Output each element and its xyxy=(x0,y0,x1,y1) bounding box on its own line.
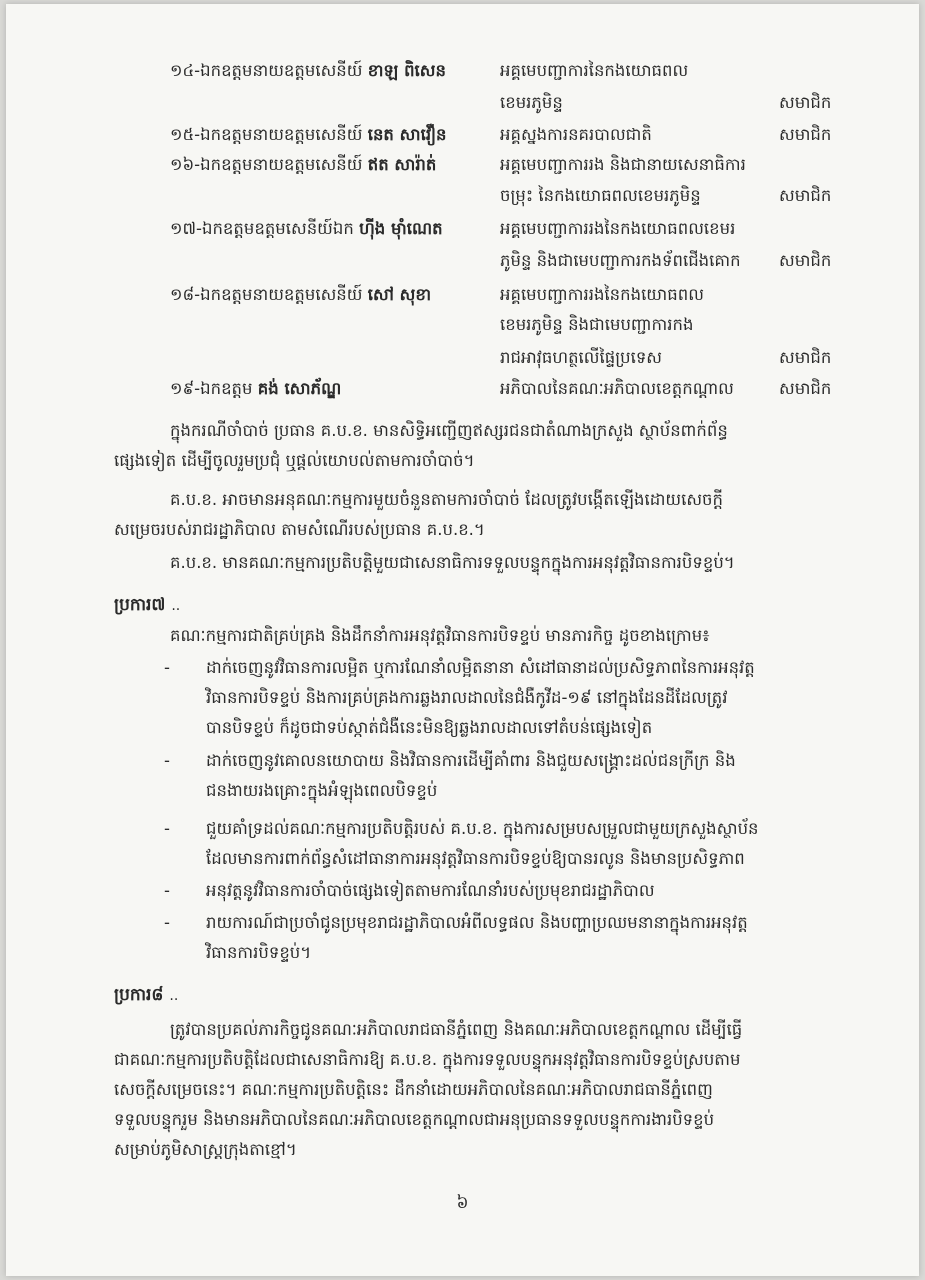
member-position: ខេមរភូមិន្ទ xyxy=(500,93,563,112)
member-name: ១៧-ឯកឧត្តមឧត្តមសេនីយ៍ឯក ហ៊ីង ម៉ាំណេត xyxy=(170,219,443,238)
member-position: អគ្គមេបញ្ជាការរង និងជានាយសេនាធិការ xyxy=(500,155,746,174)
member-row xyxy=(6,374,919,404)
member-position: ខេមរភូមិន្ទ និងជាមេបញ្ជាការកង xyxy=(500,315,694,334)
member-position: អគ្គមេបញ្ជាការនៃកងយោធពល xyxy=(500,61,689,80)
bullet-dash-icon: - xyxy=(164,913,170,932)
member-name: ១៨-ឯកឧត្តមនាយឧត្តមសេនីយ៍ សៅ សុខា xyxy=(170,285,432,304)
member-name: ១៦-ឯកឧត្តមនាយឧត្តមសេនីយ៍ ឥត សារ៉ាត់ xyxy=(170,155,437,174)
member-position: ចម្រុះ នៃកងយោធពលខេមរភូមិន្ទ xyxy=(500,186,701,205)
member-position: អគ្គស្នងការនគរបាលជាតិ xyxy=(500,125,652,144)
paragraph-invite-experts: ក្នុងករណីចាំបាច់ ប្រធាន គ.ប.ខ. មានសិទ្ធិអញ្ជើញឥស្សរជនជាតំណាងក្រសួង ស្ថាប័នពាក់ព័ន្ធ ផ្សេងទៀត ដើម្បីចូលរួមប្រជុំ ឬផ្ដល់យោបល់តាមការចាំបាច់។ xyxy=(114,421,728,470)
member-row-cont xyxy=(6,246,919,276)
member-position: អគ្គមេបញ្ជាការរងនៃកងយោធពលខេមរ xyxy=(500,219,736,238)
member-row xyxy=(6,150,919,180)
member-row-cont xyxy=(6,343,919,373)
document-page xyxy=(6,4,919,1276)
member-name: ១៩-ឯកឧត្តម គង់ សោភ័ណ្ឌ xyxy=(170,379,342,398)
page-number: ៦ xyxy=(456,1193,469,1213)
bullet-dash-icon: - xyxy=(164,658,170,677)
member-position: អភិបាលនៃគណៈអភិបាលខេត្តកណ្ដាល xyxy=(500,379,734,398)
member-name: ១៤-ឯកឧត្តមនាយឧត្តមសេនីយ៍ ខាឡ ពិសេន xyxy=(170,61,446,80)
member-position: អគ្គមេបញ្ជាការរងនៃកងយោធពល xyxy=(500,285,704,304)
bullet-dash-icon: - xyxy=(164,881,170,900)
member-row xyxy=(6,280,919,310)
member-role: សមាជិក xyxy=(779,379,832,398)
bullet-dash-icon: - xyxy=(164,751,170,770)
member-row xyxy=(6,120,919,150)
member-role: សមាជិក xyxy=(779,93,832,112)
member-role: សមាជិក xyxy=(779,125,832,144)
article-8-heading: ប្រការ៨ .. xyxy=(114,985,179,1005)
article-7-bullet: - រាយការណ៍ជាប្រចាំជូនប្រមុខរាជរដ្ឋាភិបាលអំពីលទ្ធផល និងបញ្ហាប្រឈមនានាក្នុងការអនុវត្ត វិធានការបិទខ្ទប់។ xyxy=(164,908,844,968)
member-role: សមាជិក xyxy=(779,251,832,270)
member-position: រាជអាវុធហត្ថលើផ្ទៃប្រទេស xyxy=(500,348,663,367)
member-row-cont xyxy=(6,88,919,118)
member-name: ១៥-ឯកឧត្តមនាយឧត្តមសេនីយ៍ នេត សាវឿន xyxy=(170,125,447,144)
member-role: សមាជិក xyxy=(779,186,832,205)
article-7-bullet: - អនុវត្តនូវវិធានការចាំបាច់ផ្សេងទៀតតាមការណែនាំរបស់ប្រមុខរាជរដ្ឋាភិបាល xyxy=(164,876,844,906)
member-row-cont xyxy=(6,181,919,211)
article-7-bullet: - ជួយគាំទ្រដល់គណៈកម្មការប្រតិបត្តិរបស់ គ.ប.ខ. ក្នុងការសម្របសម្រួលជាមួយក្រសួងស្ថាប័ន ដែលមានការពាក់ព័ន្ធសំដៅធានាការអនុវត្តវិធានការបិទខ្ទប់ឱ្យបានរលូន និងមានប្រសិទ្ធភាព xyxy=(164,814,844,874)
member-position: ភូមិន្ទ និងជាមេបញ្ជាការកងទ័ពជើងគោក xyxy=(500,251,741,270)
bullet-dash-icon: - xyxy=(164,819,170,838)
article-7-intro: គណៈកម្មការជាតិគ្រប់គ្រង និងដឹកនាំការអនុវត្តវិធានការបិទខ្ទប់ មានភារកិច្ច ដូចខាងក្រោម៖ xyxy=(170,626,710,645)
member-role: សមាជិក xyxy=(779,348,832,367)
paragraph-executive-committee: គ.ប.ខ. មានគណៈកម្មការប្រតិបត្តិមួយជាសេនាធិការទទួលបន្ទុកក្នុងការអនុវត្តវិធានការបិទខ្ទប់។ xyxy=(170,553,735,572)
member-row-cont xyxy=(6,310,919,340)
member-row xyxy=(6,214,919,244)
article-7-bullet: - ដាក់ចេញនូវគោលនយោបាយ និងវិធានការដើម្បីគាំពារ និងជួយសង្គ្រោះដល់ជនក្រីក្រ និង ជនងាយរងគ្រោះក្នុងអំឡុងពេលបិទខ្ទប់ xyxy=(164,746,844,806)
article-7-bullet: - ដាក់ចេញនូវវិធានការលម្អិត ឬការណែនាំលម្អិតនានា សំដៅធានាដល់ប្រសិទ្ធភាពនៃការអនុវត្ត វិធានការបិទខ្ទប់ និងការគ្រប់គ្រងការឆ្លងរាលដាលនៃជំងឺកូវីដ-១៩ នៅក្នុងដែនដីដែលត្រូវ បានបិទខ្ទប់ ក៏ដូចជាទប់ស្កាត់ជំងឺនេះមិនឱ្យឆ្លងរាលដាលទៅតំបន់ផ្សេងទៀត xyxy=(164,653,844,743)
paragraph-subcommittees: គ.ប.ខ. អាចមានអនុគណៈកម្មការមួយចំនួនតាមការចាំបាច់ ដែលត្រូវបង្កើតឡើងដោយសេចក្ដី សម្រេចរបស់រាជរដ្ឋាភិបាល តាមសំណើរបស់ប្រធាន គ.ប.ខ.។ xyxy=(114,490,724,539)
member-row xyxy=(6,56,919,86)
article-8-body: ត្រូវបានប្រគល់ភារកិច្ចជូនគណៈអភិបាលរាជធានីភ្នំពេញ និងគណៈអភិបាលខេត្តកណ្ដាល ដើម្បីធ្វើ ជាគណៈកម្មការប្រតិបត្តិដែលជាសេនាធិការឱ្យ គ.ប.ខ. ក្នុងការទទួលបន្ទុកអនុវត្តវិធានការបិទខ្ទប់ស្របតាម សេចក្ដីសម្រេចនេះ។ គណៈកម្មការប្រតិបត្តិនេះ ដឹកនាំដោយអភិបាលនៃគណៈអភិបាលរាជធានីភ្នំពេញ ទទួលបន្ទុករួម និងមានអភិបាលនៃគណៈអភិបាលខេត្តកណ្ដាលជាអនុប្រធានទទួលបន្ទុកការងារបិទខ្ទប់ សម្រាប់ភូមិសាស្ត្រក្រុងតាខ្មៅ។ xyxy=(114,1020,743,1159)
article-7-heading: ប្រការ៧ .. xyxy=(114,595,181,615)
